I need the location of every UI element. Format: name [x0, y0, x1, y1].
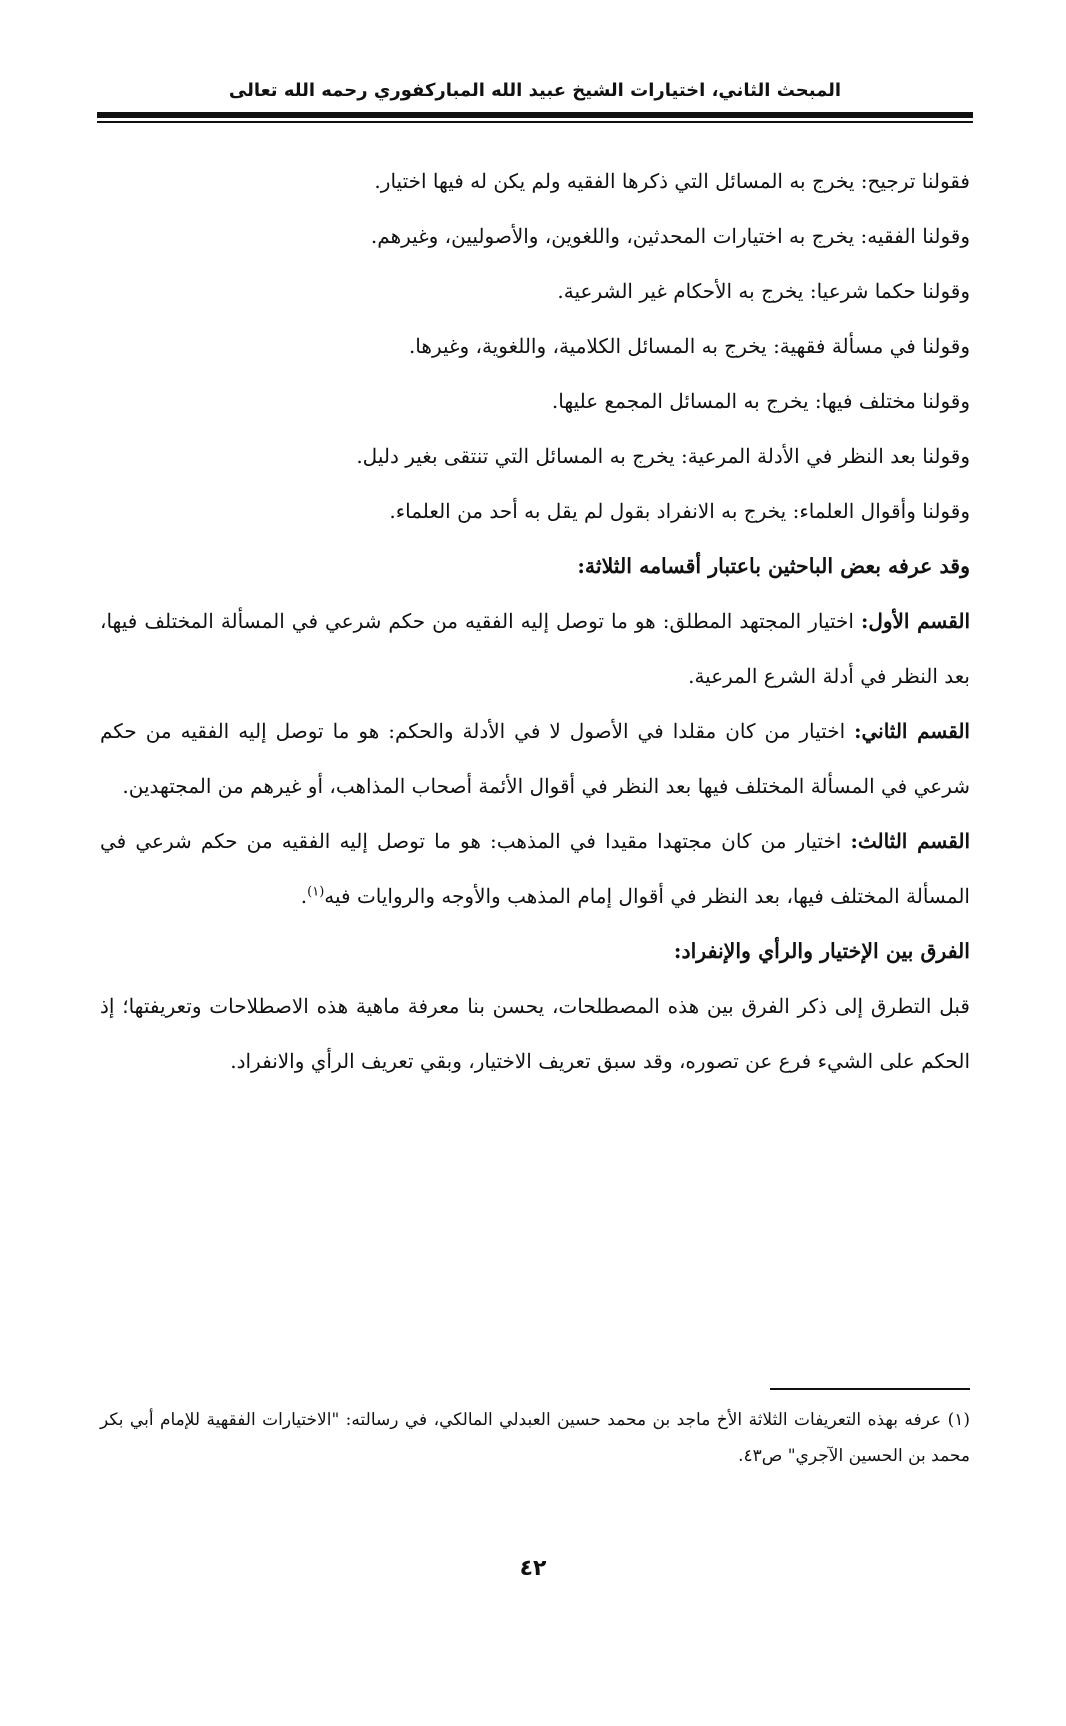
page-number: ٤٢	[519, 1556, 547, 1581]
definition-line: وقولنا بعد النظر في الأدلة المرعية: يخرج به المسائل التي تنتقى بغير دليل.	[356, 444, 970, 468]
section-paragraph	[100, 704, 970, 814]
section-tail: .	[300, 884, 308, 908]
section-paragraph	[100, 814, 970, 924]
section-label: القسم الأول:	[860, 609, 971, 633]
section-paragraph	[100, 594, 970, 704]
section-text: اختيار المجتهد المطلق: هو ما توصل إليه الفقيه من حكم شرعي في المسألة المختلف فيها، بعد النظر في أدلة الشرع المرعية.	[100, 609, 970, 688]
main-text	[100, 154, 970, 1089]
section-label: القسم الثالث:	[850, 829, 970, 853]
section-label: القسم الثاني:	[854, 719, 970, 743]
definition-line: وقولنا مختلف فيها: يخرج به المسائل المجمع عليها.	[551, 389, 970, 413]
definition-line: وقولنا الفقيه: يخرج به اختيارات المحدثين، واللغوين، والأصوليين، وغيرهم.	[370, 224, 970, 248]
section-text: اختيار من كان مقلدا في الأصول لا في الأدلة والحكم: هو ما توصل إليه الفقيه من حكم شرعي في المسألة المختلف فيها بعد النظر في أقوال الأئمة أصحاب المذاهب، أو غيرهم من المجتهدين.	[100, 719, 970, 798]
definition-line: وقولنا وأقوال العلماء: يخرج به الانفراد بقول لم يقل به أحد من العلماء.	[389, 499, 970, 523]
header-rule-thin	[97, 121, 973, 123]
footnote-text: (١) عرفه بهذه التعريفات الثلاثة الأخ ماجد بن محمد حسين العبدلي المالكي، في رسالته: "الاختيارات الفقهية للإمام أبي بكر محمد بن الحسين الآجري" ص٤٣.	[100, 1410, 970, 1466]
footnote-separator	[770, 1388, 970, 1390]
footnote	[100, 1402, 970, 1474]
section-text: اختيار من كان مجتهدا مقيدا في المذهب: هو ما توصل إليه الفقيه من حكم شرعي في المسألة المختلف فيها، بعد النظر في أقوال إمام المذهب والأوجه والروايات فيه	[100, 829, 970, 908]
closing-paragraph: قبل التطرق إلى ذكر الفرق بين هذه المصطلحات، يحسن بنا معرفة ماهية هذه الاصطلاحات وتعريفتها؛ إذ الحكم على الشيء فرع عن تصوره، وقد سبق تعريف الاختيار، وبقي تعريف الرأي والانفراد.	[100, 994, 970, 1073]
section-heading: الفرق بين الإختيار والرأي والإنفراد:	[673, 939, 970, 963]
footnote-reference[interactable]: (١)	[307, 884, 325, 900]
running-header: المبحث الثاني، اختيارات الشيخ عبيد الله المباركفوري رحمه الله تعالى	[228, 80, 842, 101]
definition-line: وقولنا في مسألة فقهية: يخرج به المسائل الكلامية، واللغوية، وغيرها.	[408, 334, 970, 358]
definition-line: فقولنا ترجيح: يخرج به المسائل التي ذكرها الفقيه ولم يكن له فيها اختيار.	[374, 169, 970, 193]
header-rule-thick	[97, 112, 973, 118]
definition-line: وقولنا حكما شرعيا: يخرج به الأحكام غير الشرعية.	[557, 279, 970, 303]
section-heading: وقد عرفه بعض الباحثين باعتبار أقسامه الثلاثة:	[577, 554, 970, 578]
